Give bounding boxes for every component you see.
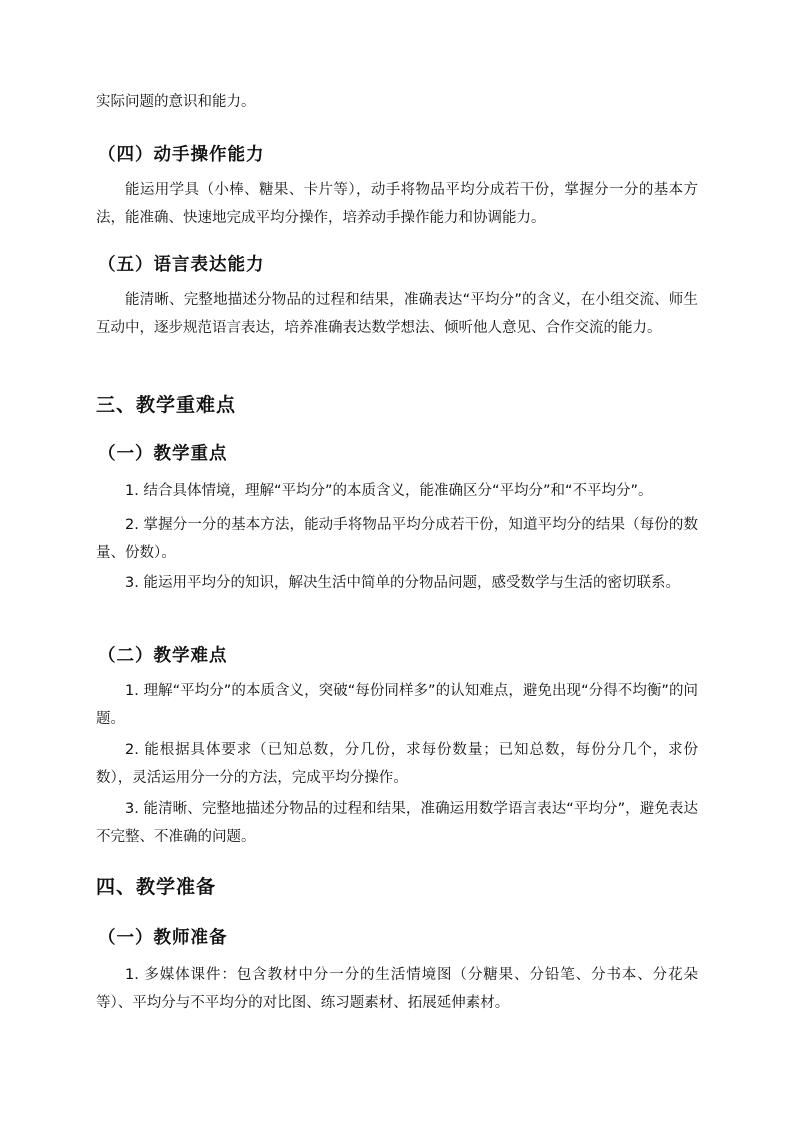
list-item-difficulty-1: 1. 理解“平均分”的本质含义，突破“每份同样多”的认知难点，避免出现“分得不均衡”的问题。 [96, 683, 698, 727]
list-item-difficulty-3: 3. 能清晰、完整地描述分物品的过程和结果，准确运用数学语言表达“平均分”，避免表达不完整、不准确的问题。 [96, 801, 698, 845]
chapter-heading-preparation: 四、教学准备 [96, 876, 217, 898]
paragraph-hands-on: 能运用学具（小棒、糖果、卡片等），动手将物品平均分成若干份，掌握分一分的基本方法，能准确、快速地完成平均分操作，培养动手操作能力和协调能力。 [96, 182, 698, 226]
section-heading-language: （五）语言表达能力 [98, 255, 265, 275]
section-heading-hands-on: （四）动手操作能力 [98, 145, 265, 165]
paragraph-continuation: 实际问题的意识和能力。 [96, 94, 256, 110]
chapter-heading-key-points: 三、教学重难点 [96, 394, 237, 416]
list-item-difficulty-2: 2. 能根据具体要求（已知总数，分几份，求每份数量；已知总数，每份分几个，求份数），灵活运用分一分的方法，完成平均分操作。 [96, 742, 698, 786]
list-item-key-point-1: 1. 结合具体情境，理解“平均分”的本质含义，能准确区分“平均分”和“不平均分”。 [125, 483, 653, 499]
section-heading-key-points: （一）教学重点 [98, 444, 228, 464]
paragraph-language: 能清晰、完整地描述分物品的过程和结果，准确表达“平均分”的含义，在小组交流、师生互动中，逐步规范语言表达，培养准确表达数学想法、倾听他人意见、合作交流的能力。 [96, 292, 698, 336]
list-item-key-point-3: 3. 能运用平均分的知识，解决生活中简单的分物品问题，感受数学与生活的密切联系。 [125, 575, 680, 591]
list-item-teacher-prep-1: 1. 多媒体课件：包含教材中分一分的生活情境图（分糖果、分铅笔、分书本、分花朵等）、平均分与不平均分的对比图、练习题素材、拓展延伸素材。 [96, 967, 698, 1011]
list-item-key-point-2: 2. 掌握分一分的基本方法，能动手将物品平均分成若干份，知道平均分的结果（每份的数量、份数）。 [96, 517, 698, 561]
section-heading-teacher-prep: （一）教师准备 [98, 928, 228, 948]
section-heading-difficulties: （二）教学难点 [98, 646, 228, 666]
